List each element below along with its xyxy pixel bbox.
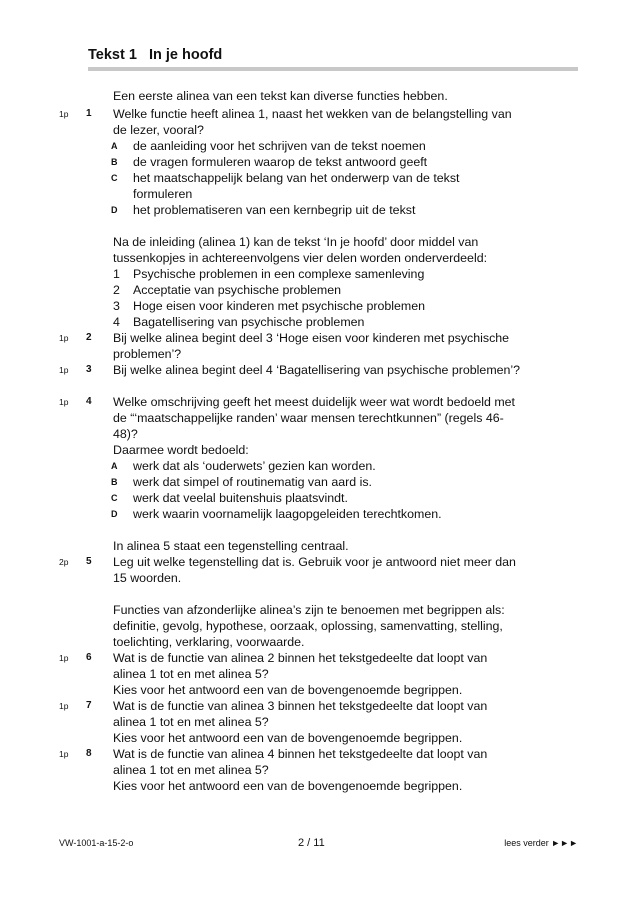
- question-text: de lezer, vooral?: [113, 123, 204, 137]
- question-number: 8: [86, 748, 92, 759]
- intro-text: Een eerste alinea van een tekst kan diverse functies hebben.: [113, 89, 448, 103]
- question-number: 4: [86, 396, 92, 407]
- question-text: Kies voor het antwoord een van de bovengenoemde begrippen.: [113, 731, 463, 745]
- question-text: Bij welke alinea begint deel 3 ‘Hoge eisen voor kinderen met psychische: [113, 331, 510, 345]
- option-letter: A: [111, 141, 118, 151]
- question-text: 48)?: [113, 427, 138, 441]
- intro-text: Functies van afzonderlijke alinea’s zijn te benoemen met begrippen als:: [113, 603, 505, 617]
- option-letter: D: [111, 205, 118, 215]
- option-text: de aanleiding voor het schrijven van de tekst noemen: [133, 139, 426, 153]
- question-number: 1: [86, 108, 92, 119]
- question-text: alinea 1 tot en met alinea 5?: [113, 763, 269, 777]
- option-letter: C: [111, 173, 118, 183]
- question-text: Kies voor het antwoord een van de bovengenoemde begrippen.: [113, 779, 463, 793]
- question-points: 1p: [59, 109, 69, 119]
- part-number: 4: [113, 315, 120, 329]
- option-letter: B: [111, 477, 118, 487]
- option-text: formuleren: [133, 187, 193, 201]
- option-text: werk waarin voornamelijk laagopgeleiden terechtkomen.: [133, 507, 442, 521]
- question-number: 6: [86, 652, 92, 663]
- question-text: Bij welke alinea begint deel 4 ‘Bagatellisering van psychische problemen’?: [113, 363, 521, 377]
- question-number: 5: [86, 556, 92, 567]
- intro-text: definitie, gevolg, hypothese, oorzaak, oplossing, samenvatting, stelling,: [113, 619, 503, 633]
- option-text: het problematiseren van een kernbegrip uit de tekst: [133, 203, 416, 217]
- document-code: VW-1001-a-15-2-o: [59, 838, 134, 848]
- part-number: 1: [113, 267, 120, 281]
- option-text: werk dat veelal buitenshuis plaatsvindt.: [133, 491, 348, 505]
- question-points: 1p: [59, 701, 69, 711]
- question-text: alinea 1 tot en met alinea 5?: [113, 667, 269, 681]
- question-points: 1p: [59, 749, 69, 759]
- question-text: alinea 1 tot en met alinea 5?: [113, 715, 269, 729]
- option-letter: C: [111, 493, 118, 503]
- question-text: Welke functie heeft alinea 1, naast het wekken van de belangstelling van: [113, 107, 512, 121]
- part-text: Psychische problemen in een complexe samenleving: [133, 267, 425, 281]
- page-number: 2 / 11: [298, 837, 325, 849]
- question-text: Kies voor het antwoord een van de bovengenoemde begrippen.: [113, 683, 463, 697]
- option-text: de vragen formuleren waarop de tekst antwoord geeft: [133, 155, 428, 169]
- option-letter: D: [111, 509, 118, 519]
- part-text: Acceptatie van psychische problemen: [133, 283, 342, 297]
- part-text: Hoge eisen voor kinderen met psychische problemen: [133, 299, 426, 313]
- intro-text: Na de inleiding (alinea 1) kan de tekst ‘In je hoofd’ door middel van: [113, 235, 479, 249]
- question-text: problemen’?: [113, 347, 182, 361]
- option-text: het maatschappelijk belang van het onderwerp van de tekst: [133, 171, 460, 185]
- question-points: 2p: [59, 557, 69, 567]
- question-text: Daarmee wordt bedoeld:: [113, 443, 249, 457]
- next-page-indicator: lees verder ►►►: [504, 838, 578, 848]
- question-text: Leg uit welke tegenstelling dat is. Gebruik voor je antwoord niet meer dan: [113, 555, 516, 569]
- question-number: 2: [86, 332, 92, 343]
- section-title: Tekst 1 In je hoofd: [88, 47, 223, 63]
- option-letter: B: [111, 157, 118, 167]
- title-divider: [88, 67, 578, 71]
- option-text: werk dat simpel of routinematig van aard is.: [133, 475, 372, 489]
- question-text: Wat is de functie van alinea 4 binnen het tekstgedeelte dat loopt van: [113, 747, 488, 761]
- question-number: 7: [86, 700, 92, 711]
- question-points: 1p: [59, 365, 69, 375]
- option-letter: A: [111, 461, 118, 471]
- option-text: werk dat als ‘ouderwets’ gezien kan worden.: [133, 459, 376, 473]
- question-points: 1p: [59, 397, 69, 407]
- question-number: 3: [86, 364, 92, 375]
- question-text: Wat is de functie van alinea 3 binnen het tekstgedeelte dat loopt van: [113, 699, 488, 713]
- intro-text: tussenkopjes in achtereenvolgens vier delen worden onderverdeeld:: [113, 251, 488, 265]
- question-text: Welke omschrijving geeft het meest duidelijk weer wat wordt bedoeld met: [113, 395, 515, 409]
- part-number: 3: [113, 299, 120, 313]
- question-text: Wat is de functie van alinea 2 binnen het tekstgedeelte dat loopt van: [113, 651, 488, 665]
- question-text: de “‘maatschappelijke randen’ waar mensen terechtkunnen” (regels 46-: [113, 411, 504, 425]
- intro-text: toelichting, verklaring, voorwaarde.: [113, 635, 305, 649]
- question-text: 15 woorden.: [113, 571, 182, 585]
- intro-text: In alinea 5 staat een tegenstelling centraal.: [113, 539, 349, 553]
- question-points: 1p: [59, 653, 69, 663]
- question-points: 1p: [59, 333, 69, 343]
- part-text: Bagatellisering van psychische problemen: [133, 315, 365, 329]
- part-number: 2: [113, 283, 120, 297]
